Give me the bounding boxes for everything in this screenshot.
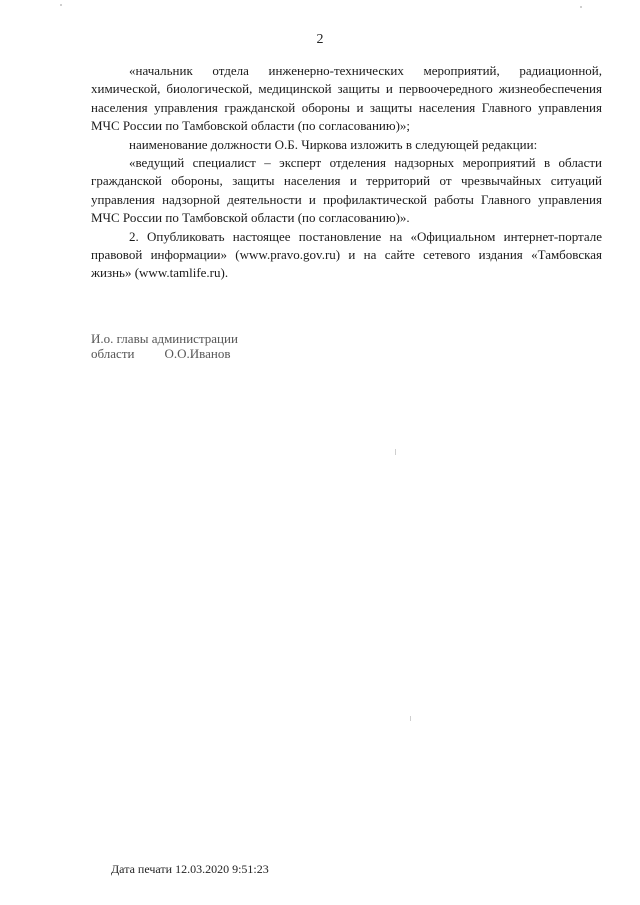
signature-block (91, 331, 238, 361)
page-number: 2 (316, 32, 324, 47)
scan-speck (395, 449, 396, 455)
scan-speck (580, 6, 582, 8)
scan-speck (60, 4, 62, 6)
paragraph-publication-clause: 2. Опубликовать настоящее постановление на «Официальном интернет-портале правовой информации» (www.pravo.gov.ru) и на сайте сетевого издания «Тамбовская жизнь» (www.tamlife.ru). (91, 228, 602, 281)
paragraph-position-title-old: «начальник отдела инженерно-технических мероприятий, радиационной, химической, биологической, медицинской защиты и первоочередного жизнеобеспечения населения управления гражданской обороны и защиты населения Главного управления МЧС России по Тамбовской области (по согласованию)»; (91, 63, 602, 134)
signature-line-2 (91, 346, 238, 361)
print-date: Дата печати 12.03.2020 9:51:23 (111, 862, 269, 876)
paragraph-rename-instruction: наименование должности О.Б. Чиркова изложить в следующей редакции: (129, 136, 538, 152)
paragraph-position-title-new: «ведущий специалист – эксперт отделения надзорных мероприятий в области гражданской обороны, защиты населения и территорий от чрезвычайных ситуаций управления надзорной деятельности и профилактической работы Главного управления МЧС России по Тамбовской области (по согласованию)». (91, 155, 602, 226)
signatory-name: О.О.Иванов (164, 346, 231, 361)
signature-region: области (91, 346, 135, 361)
scan-speck (410, 716, 411, 721)
document-body (91, 62, 602, 283)
signature-title: И.о. главы администрации (91, 331, 238, 346)
